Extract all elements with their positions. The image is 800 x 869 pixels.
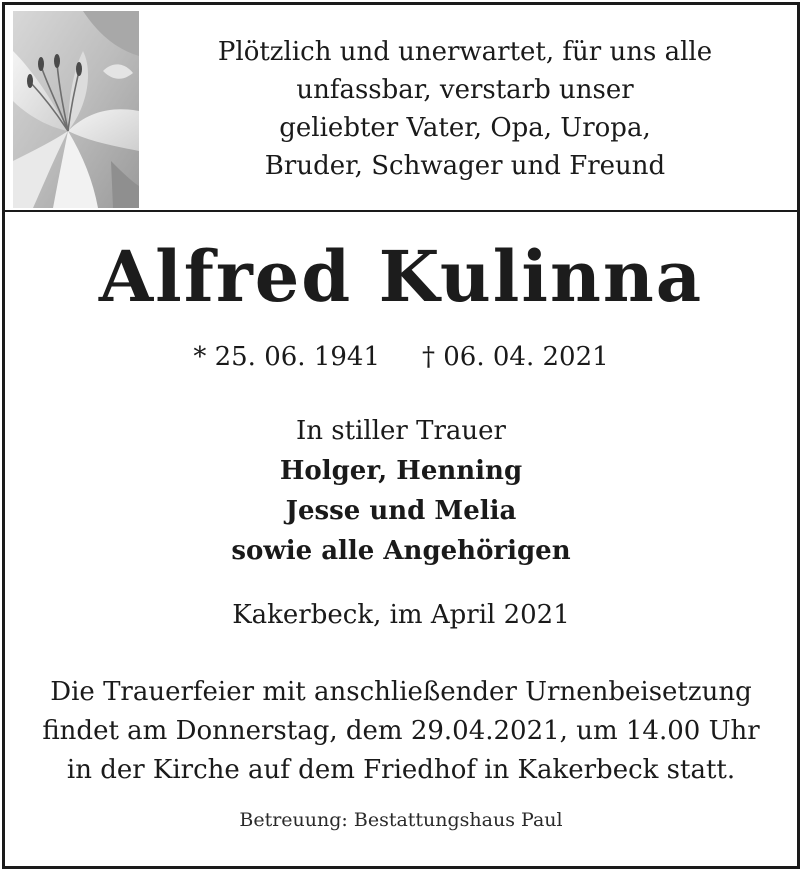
intro-line: Bruder, Schwager und Freund <box>264 151 666 181</box>
mourner-names: Holger, Henning <box>279 456 523 486</box>
obituary-card <box>2 2 800 869</box>
obituary-intro <box>185 33 745 185</box>
mourner-names: sowie alle Angehörigen <box>231 536 571 566</box>
intro-line: Plötzlich und unerwartet, für uns alle <box>217 37 713 67</box>
mourners-block <box>5 411 797 571</box>
funeral-home-credit: Betreuung: Bestattungshaus Paul <box>239 809 563 831</box>
place-date: Kakerbeck, im April 2021 <box>232 600 570 630</box>
ceremony-line: in der Kirche auf dem Friedhof in Kakerbeck statt. <box>66 755 736 785</box>
deceased-name: Alfred Kulinna <box>98 235 704 318</box>
ceremony-info <box>5 673 797 790</box>
ceremony-line: findet am Donnerstag, dem 29.04.2021, um 14.00 Uhr <box>42 716 760 746</box>
ceremony-line: Die Trauerfeier mit anschließender Urnenbeisetzung <box>50 677 752 707</box>
life-dates <box>5 339 797 375</box>
intro-line: unfassbar, verstarb unser <box>296 75 634 105</box>
death-date: † 06. 04. 2021 <box>422 342 609 372</box>
birth-date: * 25. 06. 1941 <box>193 342 380 372</box>
lily-flower-icon <box>13 11 139 208</box>
mourner-names: Jesse und Melia <box>285 496 517 526</box>
obituary-header <box>5 5 797 212</box>
mourning-phrase: In stiller Trauer <box>296 416 506 446</box>
intro-line: geliebter Vater, Opa, Uropa, <box>279 113 651 143</box>
